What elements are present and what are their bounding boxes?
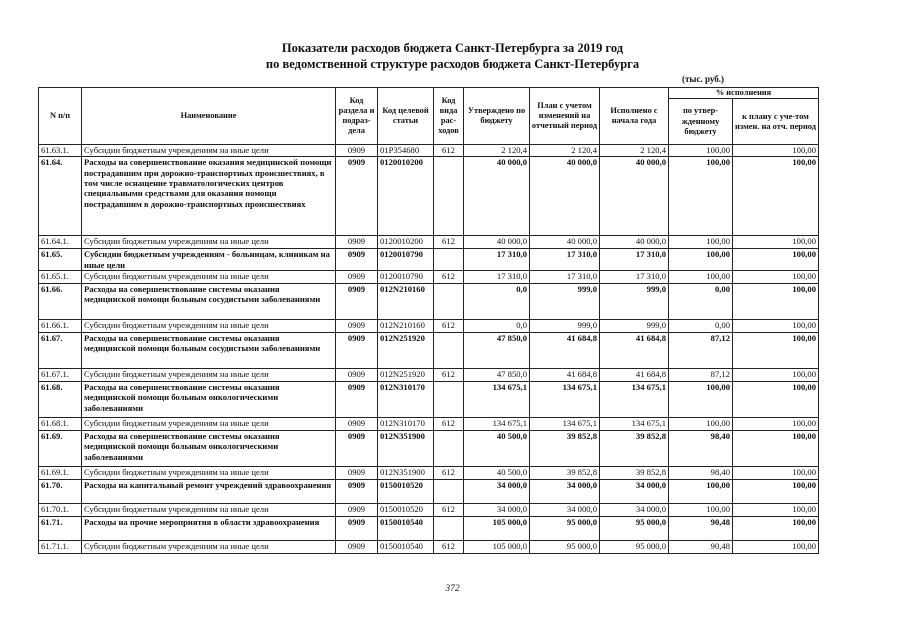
row-expense-type [434, 157, 464, 236]
row-name: Субсидии бюджетным учреждениям на иные цели [82, 271, 336, 284]
row-approved: 2 120,4 [464, 145, 530, 157]
row-section-code: 0909 [336, 541, 378, 554]
row-section-code: 0909 [336, 480, 378, 504]
row-plan: 134 675,1 [530, 382, 600, 418]
units-label: (тыс. руб.) [682, 74, 724, 84]
row-approved: 40 500,0 [464, 431, 530, 467]
row-section-code: 0909 [336, 284, 378, 320]
col-header-num: N п/п [39, 88, 82, 145]
row-name: Расходы на совершенствование оказания медицинской помощи пострадавшим при дорожно-транспортных происшествиях, в том числе оснащение травматологических центров специальными средствами для оказания помощи пострадавшим в дорожно-транспортных происшествиях [82, 157, 336, 236]
row-section-code: 0909 [336, 467, 378, 480]
row-number: 61.67.1. [39, 369, 82, 382]
row-pct-plan: 100,00 [733, 382, 819, 418]
row-pct-plan: 100,00 [733, 271, 819, 284]
row-pct-plan: 100,00 [733, 418, 819, 431]
row-pct-approved: 100,00 [669, 236, 733, 249]
row-pct-approved: 100,00 [669, 382, 733, 418]
row-number: 61.68.1. [39, 418, 82, 431]
budget-table [38, 87, 819, 554]
row-section-code: 0909 [336, 157, 378, 236]
row-section-code: 0909 [336, 249, 378, 271]
row-name: Субсидии бюджетным учреждениям на иные цели [82, 236, 336, 249]
row-number: 61.64.1. [39, 236, 82, 249]
row-expense-type [434, 431, 464, 467]
row-pct-approved: 90,48 [669, 517, 733, 541]
table-row [39, 418, 819, 431]
row-section-code: 0909 [336, 382, 378, 418]
row-plan: 134 675,1 [530, 418, 600, 431]
row-approved: 105 000,0 [464, 541, 530, 554]
table-row [39, 145, 819, 157]
row-section-code: 0909 [336, 504, 378, 517]
row-pct-plan: 100,00 [733, 467, 819, 480]
col-header-pct-approved: по утвер-жденному бюджету [669, 99, 733, 145]
row-plan: 40 000,0 [530, 157, 600, 236]
table-row [39, 431, 819, 467]
row-pct-plan: 100,00 [733, 517, 819, 541]
table-row [39, 480, 819, 504]
row-pct-approved: 0,00 [669, 284, 733, 320]
row-pct-plan: 100,00 [733, 320, 819, 333]
row-target-code: 0150010540 [378, 541, 434, 554]
row-name: Субсидии бюджетным учреждениям на иные цели [82, 418, 336, 431]
row-target-code: 0120010790 [378, 271, 434, 284]
table-row [39, 467, 819, 480]
row-number: 61.64. [39, 157, 82, 236]
row-number: 61.70. [39, 480, 82, 504]
row-target-code: 012N351900 [378, 467, 434, 480]
row-section-code: 0909 [336, 145, 378, 157]
row-name: Субсидии бюджетным учреждениям на иные цели [82, 541, 336, 554]
table-row [39, 333, 819, 369]
row-section-code: 0909 [336, 369, 378, 382]
row-approved: 40 500,0 [464, 467, 530, 480]
row-expense-type [434, 382, 464, 418]
row-number: 61.70.1. [39, 504, 82, 517]
row-executed: 95 000,0 [600, 541, 669, 554]
row-executed: 34 000,0 [600, 504, 669, 517]
row-target-code: 012N251920 [378, 369, 434, 382]
row-section-code: 0909 [336, 271, 378, 284]
row-pct-approved: 87,12 [669, 369, 733, 382]
row-expense-type [434, 249, 464, 271]
row-pct-plan: 100,00 [733, 541, 819, 554]
row-pct-approved: 0,00 [669, 320, 733, 333]
row-name: Расходы на капитальный ремонт учреждений здравоохранения [82, 480, 336, 504]
report-title-line-1: Показатели расходов бюджета Санкт-Петербурга за 2019 год [281, 41, 624, 55]
table-row [39, 517, 819, 541]
row-approved: 47 850,0 [464, 369, 530, 382]
row-plan: 95 000,0 [530, 517, 600, 541]
row-section-code: 0909 [336, 517, 378, 541]
row-pct-plan: 100,00 [733, 249, 819, 271]
row-target-code: 012N310170 [378, 418, 434, 431]
row-target-code: 01Р354680 [378, 145, 434, 157]
row-name: Расходы на прочие мероприятия в области здравоохранения [82, 517, 336, 541]
row-expense-type [434, 480, 464, 504]
row-plan: 17 310,0 [530, 249, 600, 271]
row-executed: 17 310,0 [600, 249, 669, 271]
row-expense-type: 612 [434, 369, 464, 382]
row-pct-plan: 100,00 [733, 284, 819, 320]
row-executed: 999,0 [600, 320, 669, 333]
col-header-target: Код целевой статьи [378, 88, 434, 145]
table-body [39, 145, 819, 554]
row-pct-approved: 100,00 [669, 480, 733, 504]
table-row [39, 320, 819, 333]
report-title-line-2: по ведомственной структуре расходов бюджета Санкт-Петербурга [265, 57, 640, 71]
row-pct-plan: 100,00 [733, 431, 819, 467]
row-number: 61.69.1. [39, 467, 82, 480]
table-row [39, 541, 819, 554]
table-row [39, 157, 819, 236]
row-expense-type: 612 [434, 418, 464, 431]
table-header [39, 88, 819, 145]
row-number: 61.71. [39, 517, 82, 541]
row-executed: 95 000,0 [600, 517, 669, 541]
row-pct-plan: 100,00 [733, 145, 819, 157]
row-expense-type [434, 284, 464, 320]
row-name: Субсидии бюджетным учреждениям на иные цели [82, 467, 336, 480]
table-row [39, 284, 819, 320]
row-name: Субсидии бюджетным учреждениям на иные цели [82, 369, 336, 382]
row-number: 61.66. [39, 284, 82, 320]
row-executed: 39 852,8 [600, 431, 669, 467]
row-pct-approved: 100,00 [669, 271, 733, 284]
row-approved: 134 675,1 [464, 418, 530, 431]
row-pct-approved: 100,00 [669, 418, 733, 431]
row-section-code: 0909 [336, 320, 378, 333]
row-approved: 17 310,0 [464, 249, 530, 271]
row-executed: 39 852,8 [600, 467, 669, 480]
row-number: 61.65.1. [39, 271, 82, 284]
row-executed: 41 684,8 [600, 369, 669, 382]
row-executed: 40 000,0 [600, 157, 669, 236]
row-section-code: 0909 [336, 418, 378, 431]
col-header-pct-group: % исполнения [669, 88, 819, 99]
row-pct-approved: 98,40 [669, 467, 733, 480]
row-executed: 40 000,0 [600, 236, 669, 249]
row-target-code: 0150010540 [378, 517, 434, 541]
row-executed: 34 000,0 [600, 480, 669, 504]
row-expense-type [434, 517, 464, 541]
page-number: 372 [445, 584, 460, 594]
row-name: Расходы на совершенствование системы оказания медицинской помощи больным онкологическими заболеваниями [82, 382, 336, 418]
row-name: Расходы на совершенствование системы оказания медицинской помощи больным сосудистыми заболеваниями [82, 333, 336, 369]
row-expense-type: 612 [434, 541, 464, 554]
col-header-name: Наименование [82, 88, 336, 145]
row-pct-approved: 100,00 [669, 504, 733, 517]
row-target-code: 012N310170 [378, 382, 434, 418]
row-plan: 34 000,0 [530, 504, 600, 517]
row-plan: 39 852,8 [530, 467, 600, 480]
row-target-code: 0150010520 [378, 480, 434, 504]
row-target-code: 0120010200 [378, 157, 434, 236]
row-target-code: 012N251920 [378, 333, 434, 369]
col-header-approved: Утверждено по бюджету [464, 88, 530, 145]
row-plan: 40 000,0 [530, 236, 600, 249]
row-executed: 2 120,4 [600, 145, 669, 157]
row-number: 61.69. [39, 431, 82, 467]
row-pct-approved: 98,40 [669, 431, 733, 467]
table-row [39, 271, 819, 284]
row-number: 61.71.1. [39, 541, 82, 554]
col-header-plan: План с учетом изменений на отчетный период [530, 88, 600, 145]
row-pct-plan: 100,00 [733, 480, 819, 504]
row-executed: 41 684,8 [600, 333, 669, 369]
row-expense-type [434, 333, 464, 369]
row-approved: 105 000,0 [464, 517, 530, 541]
row-target-code: 0120010790 [378, 249, 434, 271]
row-name: Субсидии бюджетным учреждениям на иные цели [82, 320, 336, 333]
row-expense-type: 612 [434, 320, 464, 333]
col-header-executed: Исполнено с начала года [600, 88, 669, 145]
row-pct-approved: 100,00 [669, 157, 733, 236]
row-pct-approved: 90,48 [669, 541, 733, 554]
row-name: Субсидии бюджетным учреждениям на иные цели [82, 145, 336, 157]
row-approved: 40 000,0 [464, 157, 530, 236]
row-plan: 999,0 [530, 284, 600, 320]
row-plan: 17 310,0 [530, 271, 600, 284]
row-number: 61.65. [39, 249, 82, 271]
row-expense-type: 612 [434, 271, 464, 284]
row-number: 61.68. [39, 382, 82, 418]
row-pct-plan: 100,00 [733, 504, 819, 517]
row-expense-type: 612 [434, 467, 464, 480]
row-name: Субсидии бюджетным учреждениям на иные цели [82, 504, 336, 517]
row-approved: 17 310,0 [464, 271, 530, 284]
table-row [39, 249, 819, 271]
row-section-code: 0909 [336, 333, 378, 369]
col-header-pct-plan: к плану с уче-том измен. на отч. период [733, 99, 819, 145]
row-pct-plan: 100,00 [733, 157, 819, 236]
row-approved: 47 850,0 [464, 333, 530, 369]
row-target-code: 0150010520 [378, 504, 434, 517]
row-number: 61.66.1. [39, 320, 82, 333]
col-header-section: Код раздела и подраз-дела [336, 88, 378, 145]
row-expense-type: 612 [434, 145, 464, 157]
row-approved: 34 000,0 [464, 480, 530, 504]
row-plan: 2 120,4 [530, 145, 600, 157]
row-expense-type: 612 [434, 504, 464, 517]
row-pct-plan: 100,00 [733, 236, 819, 249]
row-pct-plan: 100,00 [733, 333, 819, 369]
row-number: 61.63.1. [39, 145, 82, 157]
row-section-code: 0909 [336, 431, 378, 467]
row-pct-approved: 100,00 [669, 249, 733, 271]
table-row [39, 504, 819, 517]
row-name: Расходы на совершенствование системы оказания медицинской помощи больным онкологическими заболеваниями [82, 431, 336, 467]
row-number: 61.67. [39, 333, 82, 369]
row-plan: 41 684,8 [530, 369, 600, 382]
table-row [39, 236, 819, 249]
row-approved: 34 000,0 [464, 504, 530, 517]
row-plan: 95 000,0 [530, 541, 600, 554]
table-row [39, 369, 819, 382]
row-name: Субсидии бюджетным учреждениям - больницам, клиникам на иные цели [82, 249, 336, 271]
row-executed: 134 675,1 [600, 418, 669, 431]
row-pct-approved: 100,00 [669, 145, 733, 157]
row-section-code: 0909 [336, 236, 378, 249]
row-target-code: 0120010200 [378, 236, 434, 249]
row-pct-plan: 100,00 [733, 369, 819, 382]
row-name: Расходы на совершенствование системы оказания медицинской помощи больным сосудистыми заболеваниями [82, 284, 336, 320]
table-row [39, 382, 819, 418]
row-expense-type: 612 [434, 236, 464, 249]
row-target-code: 012N210160 [378, 320, 434, 333]
row-plan: 39 852,8 [530, 431, 600, 467]
row-approved: 134 675,1 [464, 382, 530, 418]
row-target-code: 012N210160 [378, 284, 434, 320]
row-plan: 999,0 [530, 320, 600, 333]
row-plan: 34 000,0 [530, 480, 600, 504]
row-executed: 134 675,1 [600, 382, 669, 418]
row-approved: 40 000,0 [464, 236, 530, 249]
row-approved: 0,0 [464, 320, 530, 333]
row-executed: 17 310,0 [600, 271, 669, 284]
row-approved: 0,0 [464, 284, 530, 320]
row-plan: 41 684,8 [530, 333, 600, 369]
row-executed: 999,0 [600, 284, 669, 320]
row-pct-approved: 87,12 [669, 333, 733, 369]
col-header-type: Код вида рас-ходов [434, 88, 464, 145]
row-target-code: 012N351900 [378, 431, 434, 467]
